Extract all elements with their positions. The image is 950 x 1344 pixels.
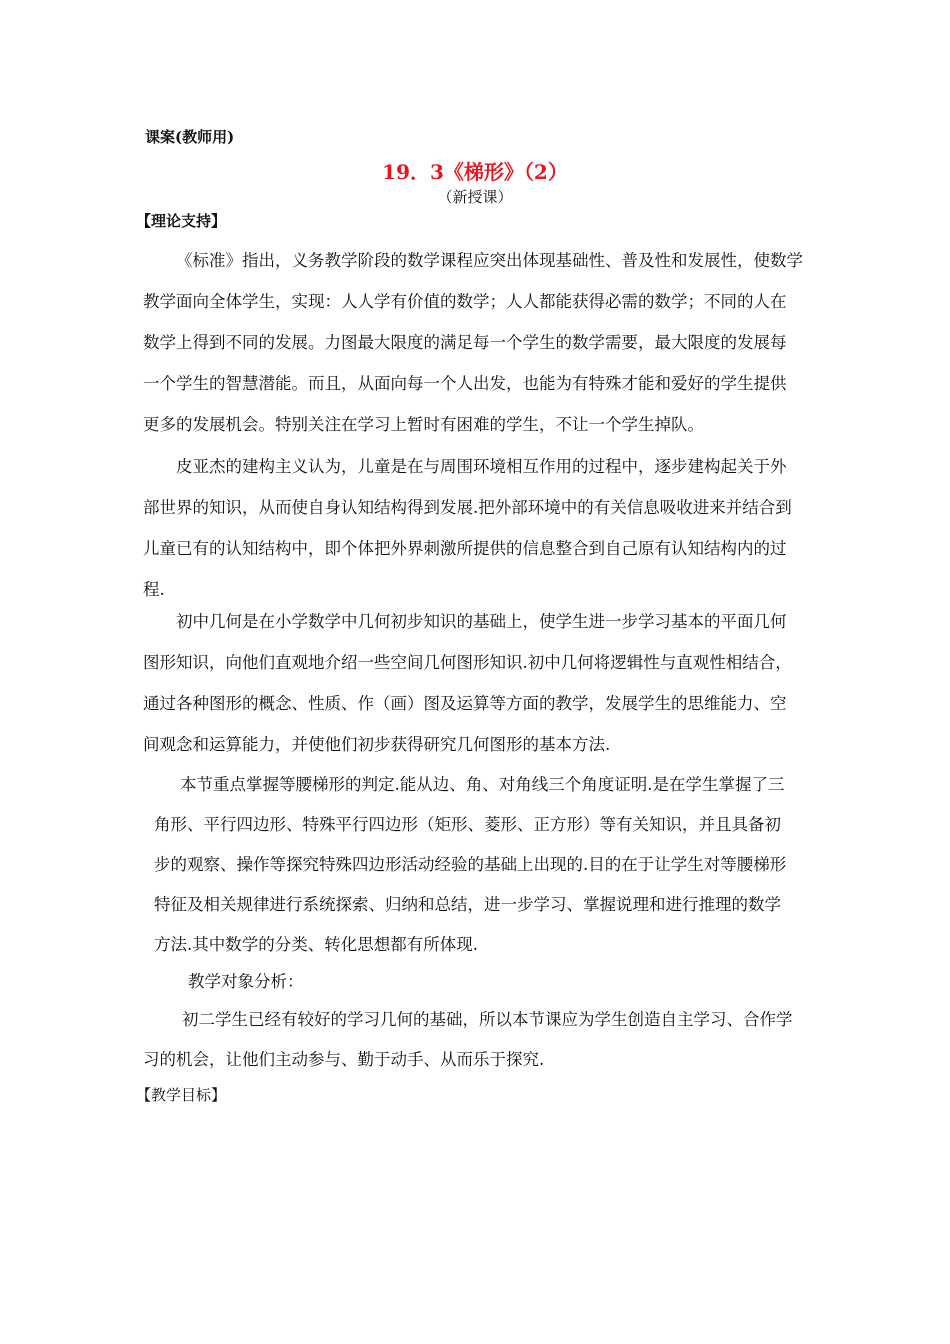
document-title: 19．3《梯形》（2） (382, 160, 568, 184)
paragraph-line: 皮亚杰的建构主义认为，儿童是在与周围环境相互作用的过程中，逐步建构起关于外 (176, 457, 787, 476)
paragraph-line: 一个学生的智慧潜能。而且，从面向每一个人出发，也能为有特殊才能和爱好的学生提供 (143, 374, 787, 393)
section-heading-theory: 【理论支持】 (136, 212, 227, 230)
paragraph-line: 部世界的知识，从而使自身认知结构得到发展.把外部环境中的有关信息吸收进来并结合到 (143, 498, 792, 517)
paragraph-line: 本节重点掌握等腰梯形的判定.能从边、角、对角线三个角度证明.是在学生掌握了三 (180, 775, 785, 794)
document-subtitle: （新授课） (437, 188, 513, 206)
paragraph-line: 习的机会，让他们主动参与、勤于动手、从而乐于探究. (143, 1050, 545, 1069)
paragraph-line: 间观念和运算能力，并使他们初步获得研究几何图形的基本方法. (143, 735, 611, 754)
paragraph-line: 通过各种图形的概念、性质、作（画）图及运算等方面的教学，发展学生的思维能力、空 (143, 694, 787, 713)
paragraph-line: 程. (143, 580, 165, 599)
paragraph-line: 角形、平行四边形、特殊平行四边形（矩形、菱形、正方形）等有关知识，并且具备初 (154, 815, 781, 834)
paragraph-line: 步的观察、操作等探究特殊四边形活动经验的基础上出现的.目的在于让学生对等腰梯形 (154, 855, 787, 874)
paragraph-line: 数学上得到不同的发展。力图最大限度的满足每一个学生的数学需要，最大限度的发展每 (143, 333, 787, 352)
paragraph-line: 特征及相关规律进行系统探索、归纳和总结，进一步学习、掌握说理和进行推理的数学 (154, 895, 781, 914)
paragraph-line: 儿童已有的认知结构中，即个体把外界刺激所提供的信息整合到自己原有认知结构内的过 (143, 539, 787, 558)
header-label: 课案(教师用) (145, 128, 235, 146)
paragraph-line: 教学对象分析： (188, 972, 304, 991)
paragraph-line: 更多的发展机会。特别关注在学习上暂时有困难的学生，不让一个学生掉队。 (143, 415, 704, 434)
paragraph-line: 图形知识，向他们直观地介绍一些空间几何图形知识.初中几何将逻辑性与直观性相结合， (143, 653, 792, 672)
section-heading-goals: 【教学目标】 (136, 1086, 227, 1104)
paragraph-line: 初二学生已经有较好的学习几何的基础，所以本节课应为学生创造自主学习、合作学 (182, 1010, 793, 1029)
paragraph-line: 方法.其中数学的分类、转化思想都有所体现. (154, 935, 478, 954)
paragraph-line: 初中几何是在小学数学中几何初步知识的基础上，使学生进一步学习基本的平面几何 (176, 612, 787, 631)
paragraph-line: 教学面向全体学生，实现：人人学有价值的数学；人人都能获得必需的数学；不同的人在 (143, 292, 787, 311)
paragraph-line: 《标准》指出，义务教学阶段的数学课程应突出体现基础性、普及性和发展性，使数学 (176, 251, 803, 270)
